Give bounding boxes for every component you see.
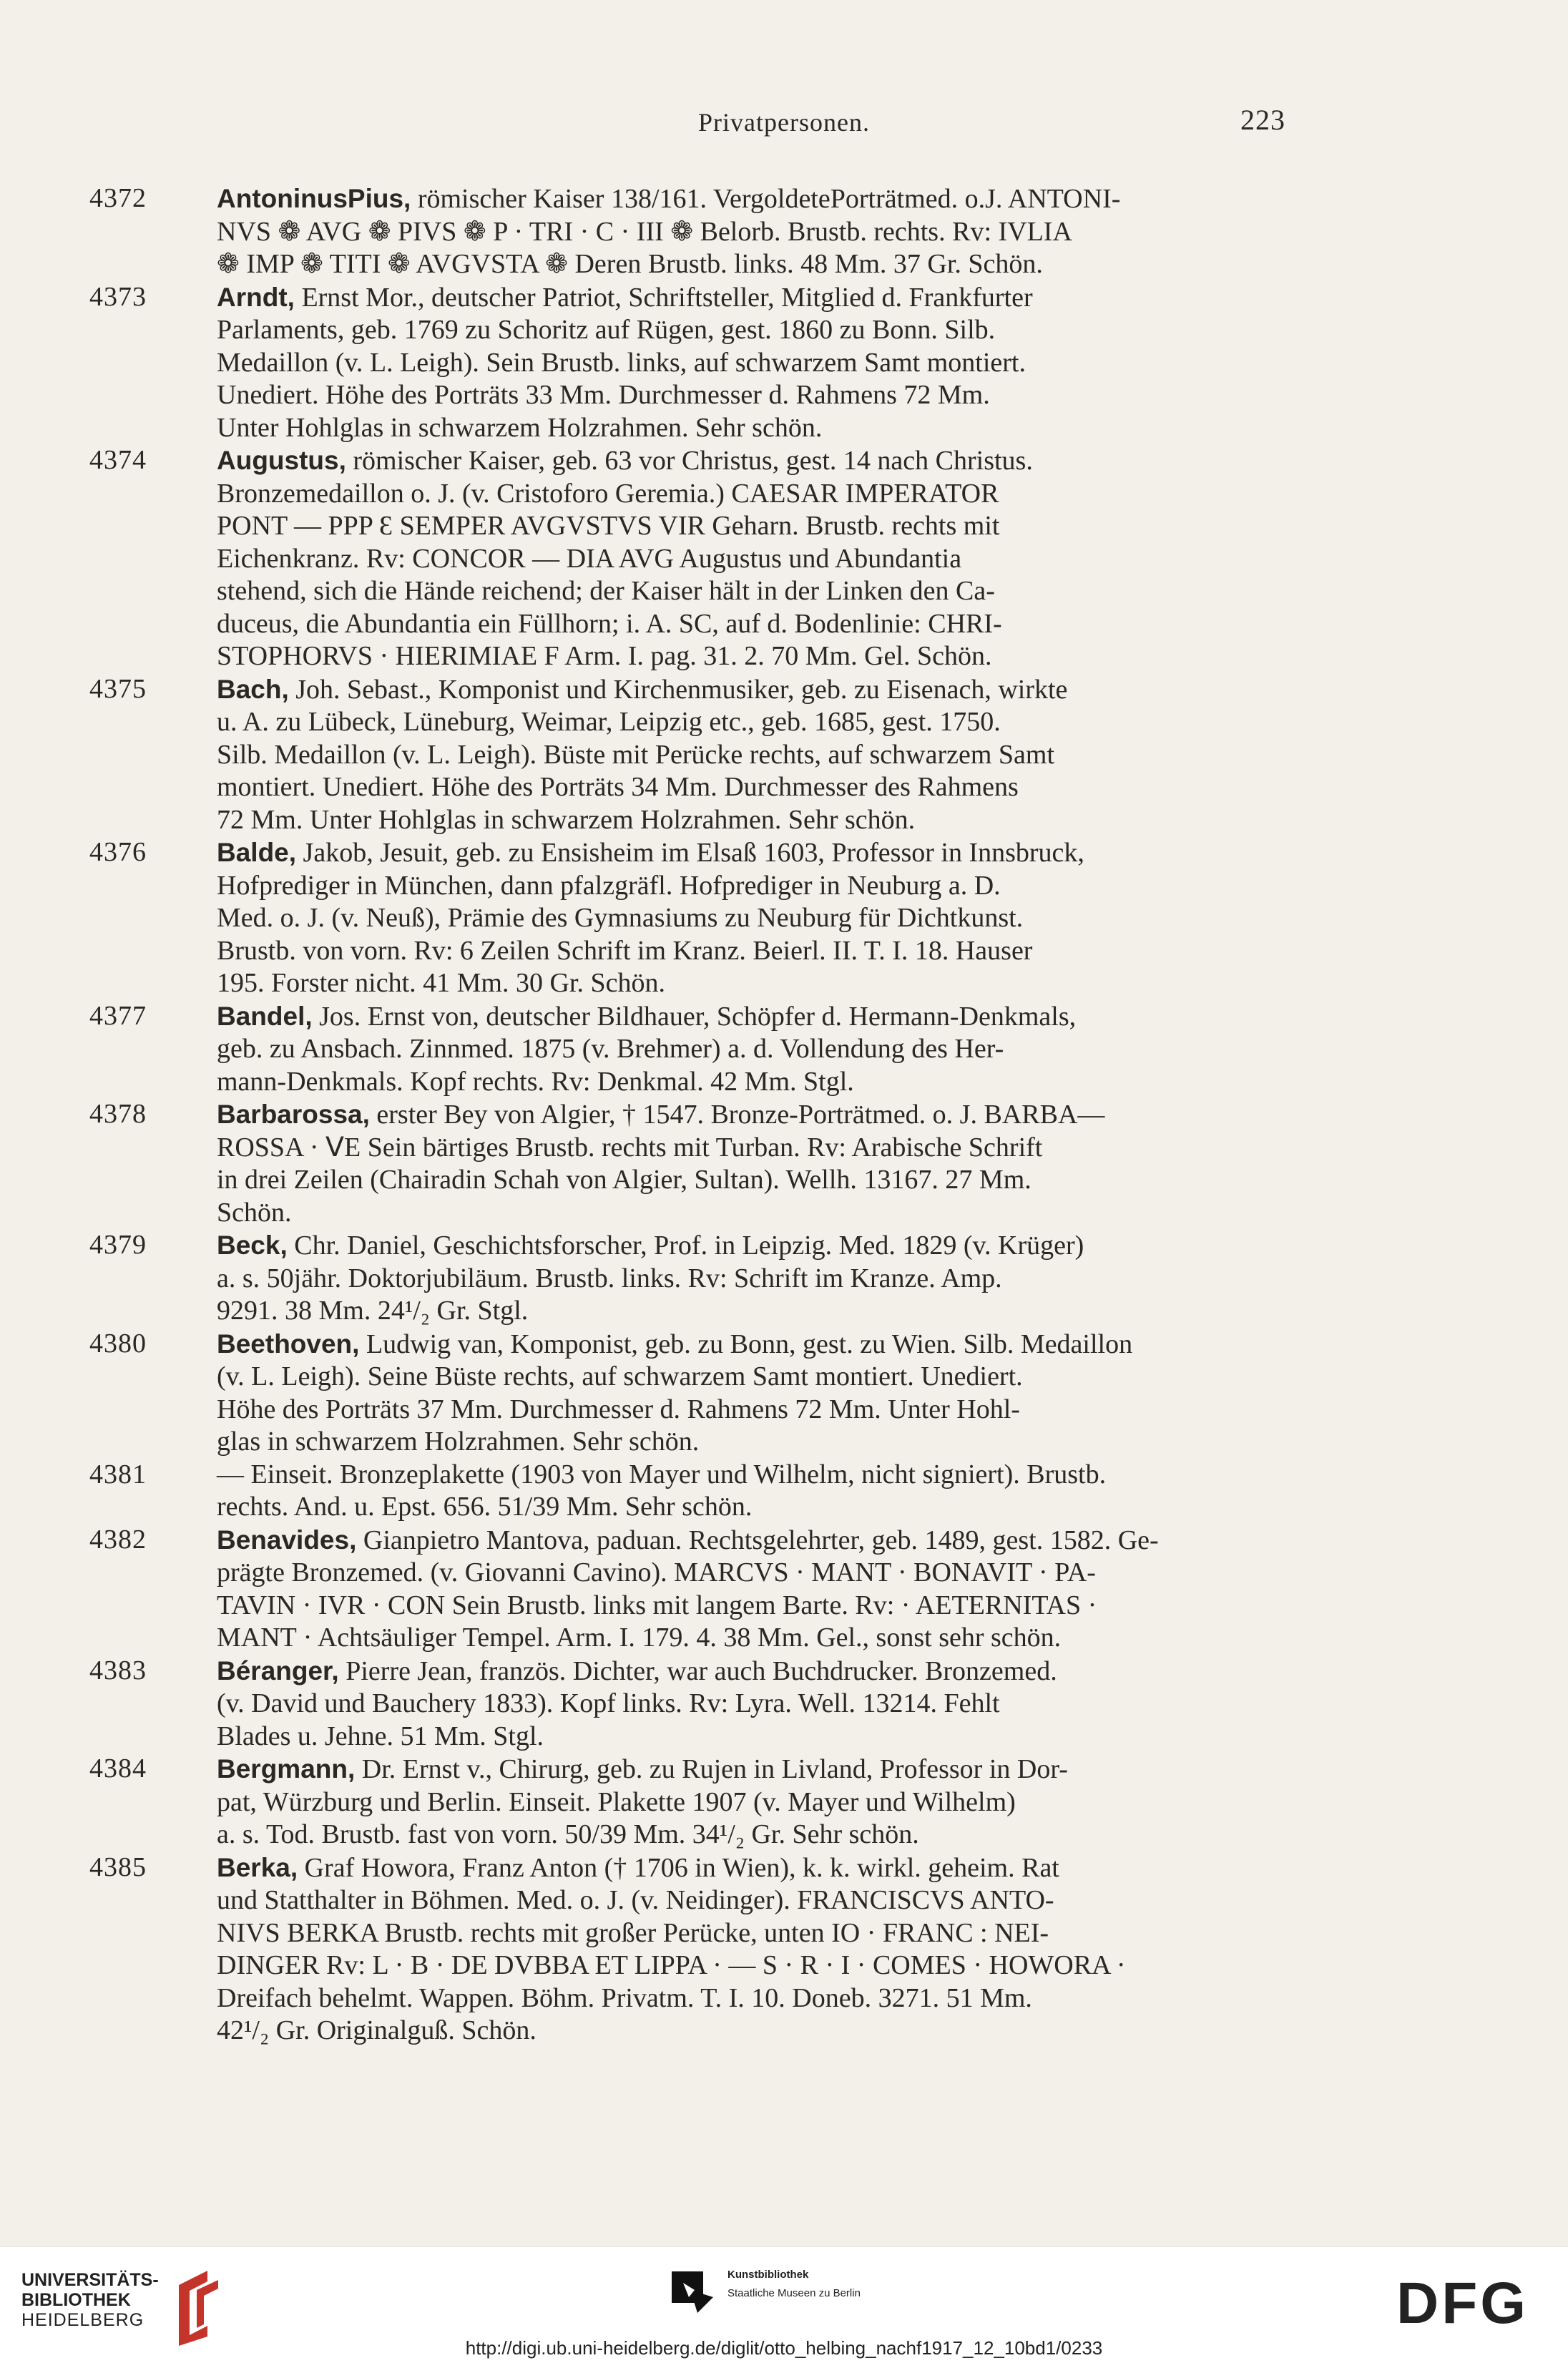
entry-line: stehend, sich die Hände reichend; der Kaiser hält in der Linken den Ca- <box>217 576 995 606</box>
entry-name: Benavides, <box>217 1525 357 1555</box>
catalog-entry <box>89 1229 1291 1328</box>
kunstbibliothek-name: Kunstbibliothek <box>727 2269 809 2281</box>
catalog-entry <box>89 281 1291 445</box>
entry-text <box>217 1655 1291 1753</box>
entry-line <box>217 1753 1291 1786</box>
entry-number: 4375 <box>89 673 147 704</box>
entry-line: 72 Mm. Unter Hohlglas in schwarzem Holzrahmen. Sehr schön. <box>217 804 916 835</box>
entry-line-text: Chr. Daniel, Geschichtsforscher, Prof. in Leipzig. Med. 1829 (v. Krüger) <box>287 1231 1084 1261</box>
entry-number: 4385 <box>89 1851 147 1882</box>
library-name-line2: BIBLIOTHEK <box>21 2290 131 2310</box>
entry-text <box>217 1000 1291 1099</box>
permalink-url[interactable]: http://digi.ub.uni-heidelberg.de/diglit/otto_helbing_nachf1917_12_10bd1/0233 <box>465 2337 1103 2359</box>
entry-text <box>217 836 1291 1000</box>
entry-line: (v. David und Bauchery 1833). Kopf links. Rv: Lyra. Well. 13214. Fehlt <box>217 1688 1000 1718</box>
entry-line-text: Joh. Sebast., Komponist und Kirchenmusiker, geb. zu Eisenach, wirkte <box>288 674 1068 705</box>
catalog-entry <box>89 182 1291 281</box>
entry-line: TAVIN · IVR · CON Sein Brustb. links mit langem Barte. Rv: · AETERNITAS · <box>217 1590 1097 1620</box>
entry-line: mann-Denkmals. Kopf rechts. Rv: Denkmal. 42 Mm. Stgl. <box>217 1066 854 1097</box>
entry-line: Blades u. Jehne. 51 Mm. Stgl. <box>217 1721 544 1751</box>
entry-number: 4374 <box>89 445 147 475</box>
running-head <box>0 104 1568 143</box>
entry-line: 9291. 38 Mm. 24¹/₂ Gr. Stgl. <box>217 1296 529 1326</box>
entry-text <box>217 182 1291 281</box>
entry-line: 42¹/₂ Gr. Originalguß. Schön. <box>217 2015 536 2045</box>
kunstbibliothek-subtitle: Staatliche Museen zu Berlin <box>727 2287 861 2299</box>
entry-line: STOPHORVS · HIERIMIAE F Arm. I. pag. 31. 2. 70 Mm. Gel. Schön. <box>217 641 992 671</box>
entry-line: Schön. <box>217 1197 292 1228</box>
dfg-logo-text: DFG <box>1396 2274 1529 2329</box>
entry-line: geb. zu Ansbach. Zinnmed. 1875 (v. Brehmer) a. d. Vollendung des Her- <box>217 1034 1004 1064</box>
entry-line <box>217 1000 1291 1034</box>
catalog-entry <box>89 1753 1291 1851</box>
entry-line: Bronzemedaillon o. J. (v. Cristoforo Geremia.) CAESAR IMPERATOR <box>217 478 999 509</box>
entry-name: Arndt, <box>217 282 295 312</box>
catalog-entry <box>89 1655 1291 1753</box>
entry-line: Höhe des Porträts 37 Mm. Durchmesser d. Rahmens 72 Mm. Unter Hohl- <box>217 1394 1020 1424</box>
entry-line: — Einseit. Bronzeplakette (1903 von Mayer und Wilhelm, nicht signiert). Brustb. <box>217 1459 1107 1489</box>
entry-number: 4376 <box>89 837 147 867</box>
entry-name: Bach, <box>217 674 289 704</box>
entry-number: 4373 <box>89 281 147 312</box>
catalog-entry <box>89 673 1291 837</box>
entry-line: Med. o. J. (v. Neuß), Prämie des Gymnasiums zu Neuburg für Dichtkunst. <box>217 903 1024 933</box>
entry-text <box>217 673 1291 837</box>
entry-line: Silb. Medaillon (v. L. Leigh). Büste mit Perücke rechts, auf schwarzem Samt <box>217 739 1055 770</box>
entry-text <box>217 281 1291 445</box>
entry-line: u. A. zu Lübeck, Lüneburg, Weimar, Leipzig etc., geb. 1685, gest. 1750. <box>217 707 1001 737</box>
entry-text <box>217 444 1291 673</box>
entry-name: Bandel, <box>217 1001 313 1031</box>
entry-number: 4377 <box>89 1000 147 1031</box>
entry-line: duceus, die Abundantia ein Füllhorn; i. A. SC, auf d. Bodenlinie: CHRI- <box>217 608 1002 639</box>
entry-line <box>217 1229 1291 1263</box>
entry-line: MANT · Achtsäuliger Tempel. Arm. I. 179. 4. 38 Mm. Gel., sonst sehr schön. <box>217 1623 1062 1653</box>
catalog-entry <box>89 1524 1291 1655</box>
kunstbibliothek-mark-icon <box>669 2269 719 2319</box>
entry-line: PONT — PPP Ɛ SEMPER AVGVSTVS VIR Geharn. Brustb. rechts mit <box>217 511 1000 541</box>
entry-name: Augustus, <box>217 446 346 475</box>
entry-line-text: Gianpietro Mantova, paduan. Rechtsgelehrter, geb. 1489, gest. 1582. Ge- <box>356 1525 1159 1555</box>
entry-line <box>217 1655 1291 1688</box>
entry-line: 195. Forster nicht. 41 Mm. 30 Gr. Schön. <box>217 968 665 998</box>
library-name-line1: UNIVERSITÄTS- <box>21 2270 159 2290</box>
entry-text <box>217 1328 1291 1459</box>
entry-line: ❁ IMP ❁ TITI ❁ AVGVSTA ❁ Deren Brustb. links. 48 Mm. 37 Gr. Schön. <box>217 249 1043 279</box>
entry-number: 4382 <box>89 1524 147 1555</box>
entry-line <box>217 1524 1291 1557</box>
entry-name: Béranger, <box>217 1655 339 1686</box>
entry-line: und Statthalter in Böhmen. Med. o. J. (v. Neidinger). FRANCISCVS ANTO- <box>217 1885 1054 1915</box>
entry-line: glas in schwarzem Holzrahmen. Sehr schön. <box>217 1427 700 1457</box>
entry-text <box>217 1229 1291 1328</box>
entry-line: Unediert. Höhe des Porträts 33 Mm. Durchmesser d. Rahmens 72 Mm. <box>217 380 990 410</box>
entry-name: Balde, <box>217 838 297 867</box>
entry-name: Beck, <box>217 1231 288 1260</box>
entry-name: Berka, <box>217 1852 298 1882</box>
running-title: Privatpersonen. <box>698 108 870 137</box>
entry-text <box>217 1851 1291 2047</box>
entry-line: Medaillon (v. L. Leigh). Sein Brustb. links, auf schwarzem Samt montiert. <box>217 347 1026 378</box>
entry-number: 4381 <box>89 1459 147 1489</box>
entry-line-text: Jakob, Jesuit, geb. zu Ensisheim im Elsaß 1603, Professor in Innsbruck, <box>296 838 1084 868</box>
entry-line <box>217 182 1291 216</box>
catalog-entry <box>89 836 1291 1000</box>
entry-line: a. s. Tod. Brustb. fast von vorn. 50/39 Mm. 34¹/₂ Gr. Sehr schön. <box>217 1819 919 1849</box>
entry-line: a. s. 50jähr. Doktorjubiläum. Brustb. links. Rv: Schrift im Kranze. Amp. <box>217 1263 1002 1293</box>
dfg-logo[interactable] <box>1396 2274 1547 2329</box>
entry-text <box>217 1459 1291 1524</box>
catalog-entry <box>89 1000 1291 1099</box>
entry-line <box>217 1328 1291 1361</box>
entry-line: ROSSA · ꓦE Sein bärtiges Brustb. rechts mit Turban. Rv: Arabische Schrift <box>217 1132 1043 1163</box>
entry-number: 4378 <box>89 1099 147 1129</box>
library-name <box>21 2270 159 2330</box>
entry-line-text: Pierre Jean, französ. Dichter, war auch Buchdrucker. Bronzemed. <box>338 1655 1057 1686</box>
footer-bar <box>0 2246 1568 2368</box>
entry-line-text: Ludwig van, Komponist, geb. zu Bonn, gest. zu Wien. Silb. Medaillon <box>359 1329 1133 1359</box>
entry-line-text: Graf Howora, Franz Anton († 1706 in Wien), k. k. wirkl. geheim. Rat <box>298 1852 1059 1883</box>
entry-line: montiert. Unediert. Höhe des Porträts 34 Mm. Durchmesser des Rahmens <box>217 772 1019 802</box>
entry-line <box>217 1098 1291 1132</box>
entry-line: Parlaments, geb. 1769 zu Schoritz auf Rügen, gest. 1860 zu Bonn. Silb. <box>217 315 996 345</box>
catalog-entry <box>89 1098 1291 1229</box>
entry-number: 4384 <box>89 1753 147 1784</box>
entry-number: 4372 <box>89 183 147 213</box>
entry-name: Bergmann, <box>217 1754 356 1784</box>
entry-line-text: römischer Kaiser 138/161. VergoldetePorträtmed. o.J. ANTONI- <box>411 184 1121 214</box>
page-number: 223 <box>1240 104 1285 136</box>
entry-name: AntoninusPius, <box>217 184 411 213</box>
entry-number: 4380 <box>89 1328 147 1359</box>
catalog-entry <box>89 1459 1291 1524</box>
entry-line-text: Dr. Ernst v., Chirurg, geb. zu Rujen in Livland, Professor in Dor- <box>355 1754 1068 1784</box>
library-name-line3: HEIDELBERG <box>21 2310 144 2330</box>
entry-line-text: Ernst Mor., deutscher Patriot, Schriftsteller, Mitglied d. Frankfurter <box>294 282 1033 313</box>
library-mark-icon <box>157 2267 229 2346</box>
entry-line-text: erster Bey von Algier, † 1547. Bronze-Porträtmed. o. J. BARBA— <box>369 1100 1105 1130</box>
entry-line: NVS ❁ AVG ❁ PIVS ❁ P · TRI · C · III ❁ Belorb. Brustb. rechts. Rv: IVLIA <box>217 216 1072 247</box>
catalog-entries <box>89 182 1291 2047</box>
entry-line: rechts. And. u. Epst. 656. 51/39 Mm. Sehr schön. <box>217 1492 753 1522</box>
entry-name: Barbarossa, <box>217 1100 370 1129</box>
entry-line: in drei Zeilen (Chairadin Schah von Algier, Sultan). Wellh. 13167. 27 Mm. <box>217 1165 1032 1195</box>
entry-number: 4379 <box>89 1230 147 1260</box>
entry-number: 4383 <box>89 1655 147 1686</box>
entry-line-text: römischer Kaiser, geb. 63 vor Christus, gest. 14 nach Christus. <box>346 446 1033 476</box>
entry-line: Dreifach behelmt. Wappen. Böhm. Privatm. T. I. 10. Doneb. 3271. 51 Mm. <box>217 1982 1032 2013</box>
entry-line <box>217 836 1291 870</box>
entry-line <box>217 1851 1291 1885</box>
entry-line-text: Jos. Ernst von, deutscher Bildhauer, Schöpfer d. Hermann-Denkmals, <box>312 1001 1077 1032</box>
entry-name: Beethoven, <box>217 1329 360 1359</box>
entry-line: Hofprediger in München, dann pfalzgräfl. Hofprediger in Neuburg a. D. <box>217 870 1001 901</box>
entry-line <box>217 281 1291 315</box>
entry-text <box>217 1098 1291 1229</box>
entry-line: Eichenkranz. Rv: CONCOR — DIA AVG Augustus und Abundantia <box>217 543 962 574</box>
entry-line: NIVS BERKA Brustb. rechts mit großer Perücke, unten IO · FRANC : NEI- <box>217 1917 1049 1948</box>
entry-line: Brustb. von vorn. Rv: 6 Zeilen Schrift im Kranz. Beierl. II. T. I. 18. Hauser <box>217 935 1033 966</box>
catalog-entry <box>89 1851 1291 2047</box>
entry-text <box>217 1753 1291 1851</box>
kunstbibliothek-logo[interactable] <box>669 2269 905 2326</box>
entry-line: (v. L. Leigh). Seine Büste rechts, auf schwarzem Samt montiert. Unediert. <box>217 1361 1023 1391</box>
entry-line: DINGER Rv: L · B · DE DVBBA ET LIPPA · — S · R · I · COMES · HOWORA · <box>217 1950 1126 1980</box>
entry-text <box>217 1524 1291 1655</box>
entry-line: Unter Hohlglas in schwarzem Holzrahmen. Sehr schön. <box>217 412 823 443</box>
entry-line <box>217 444 1291 478</box>
entry-line <box>217 673 1291 707</box>
entry-line: pat, Würzburg und Berlin. Einseit. Plakette 1907 (v. Mayer und Wilhelm) <box>217 1786 1016 1817</box>
catalog-entry <box>89 1328 1291 1459</box>
entry-line: prägte Bronzemed. (v. Giovanni Cavino). MARCVS · MANT · BONAVIT · PA- <box>217 1557 1096 1587</box>
catalog-entry <box>89 444 1291 673</box>
